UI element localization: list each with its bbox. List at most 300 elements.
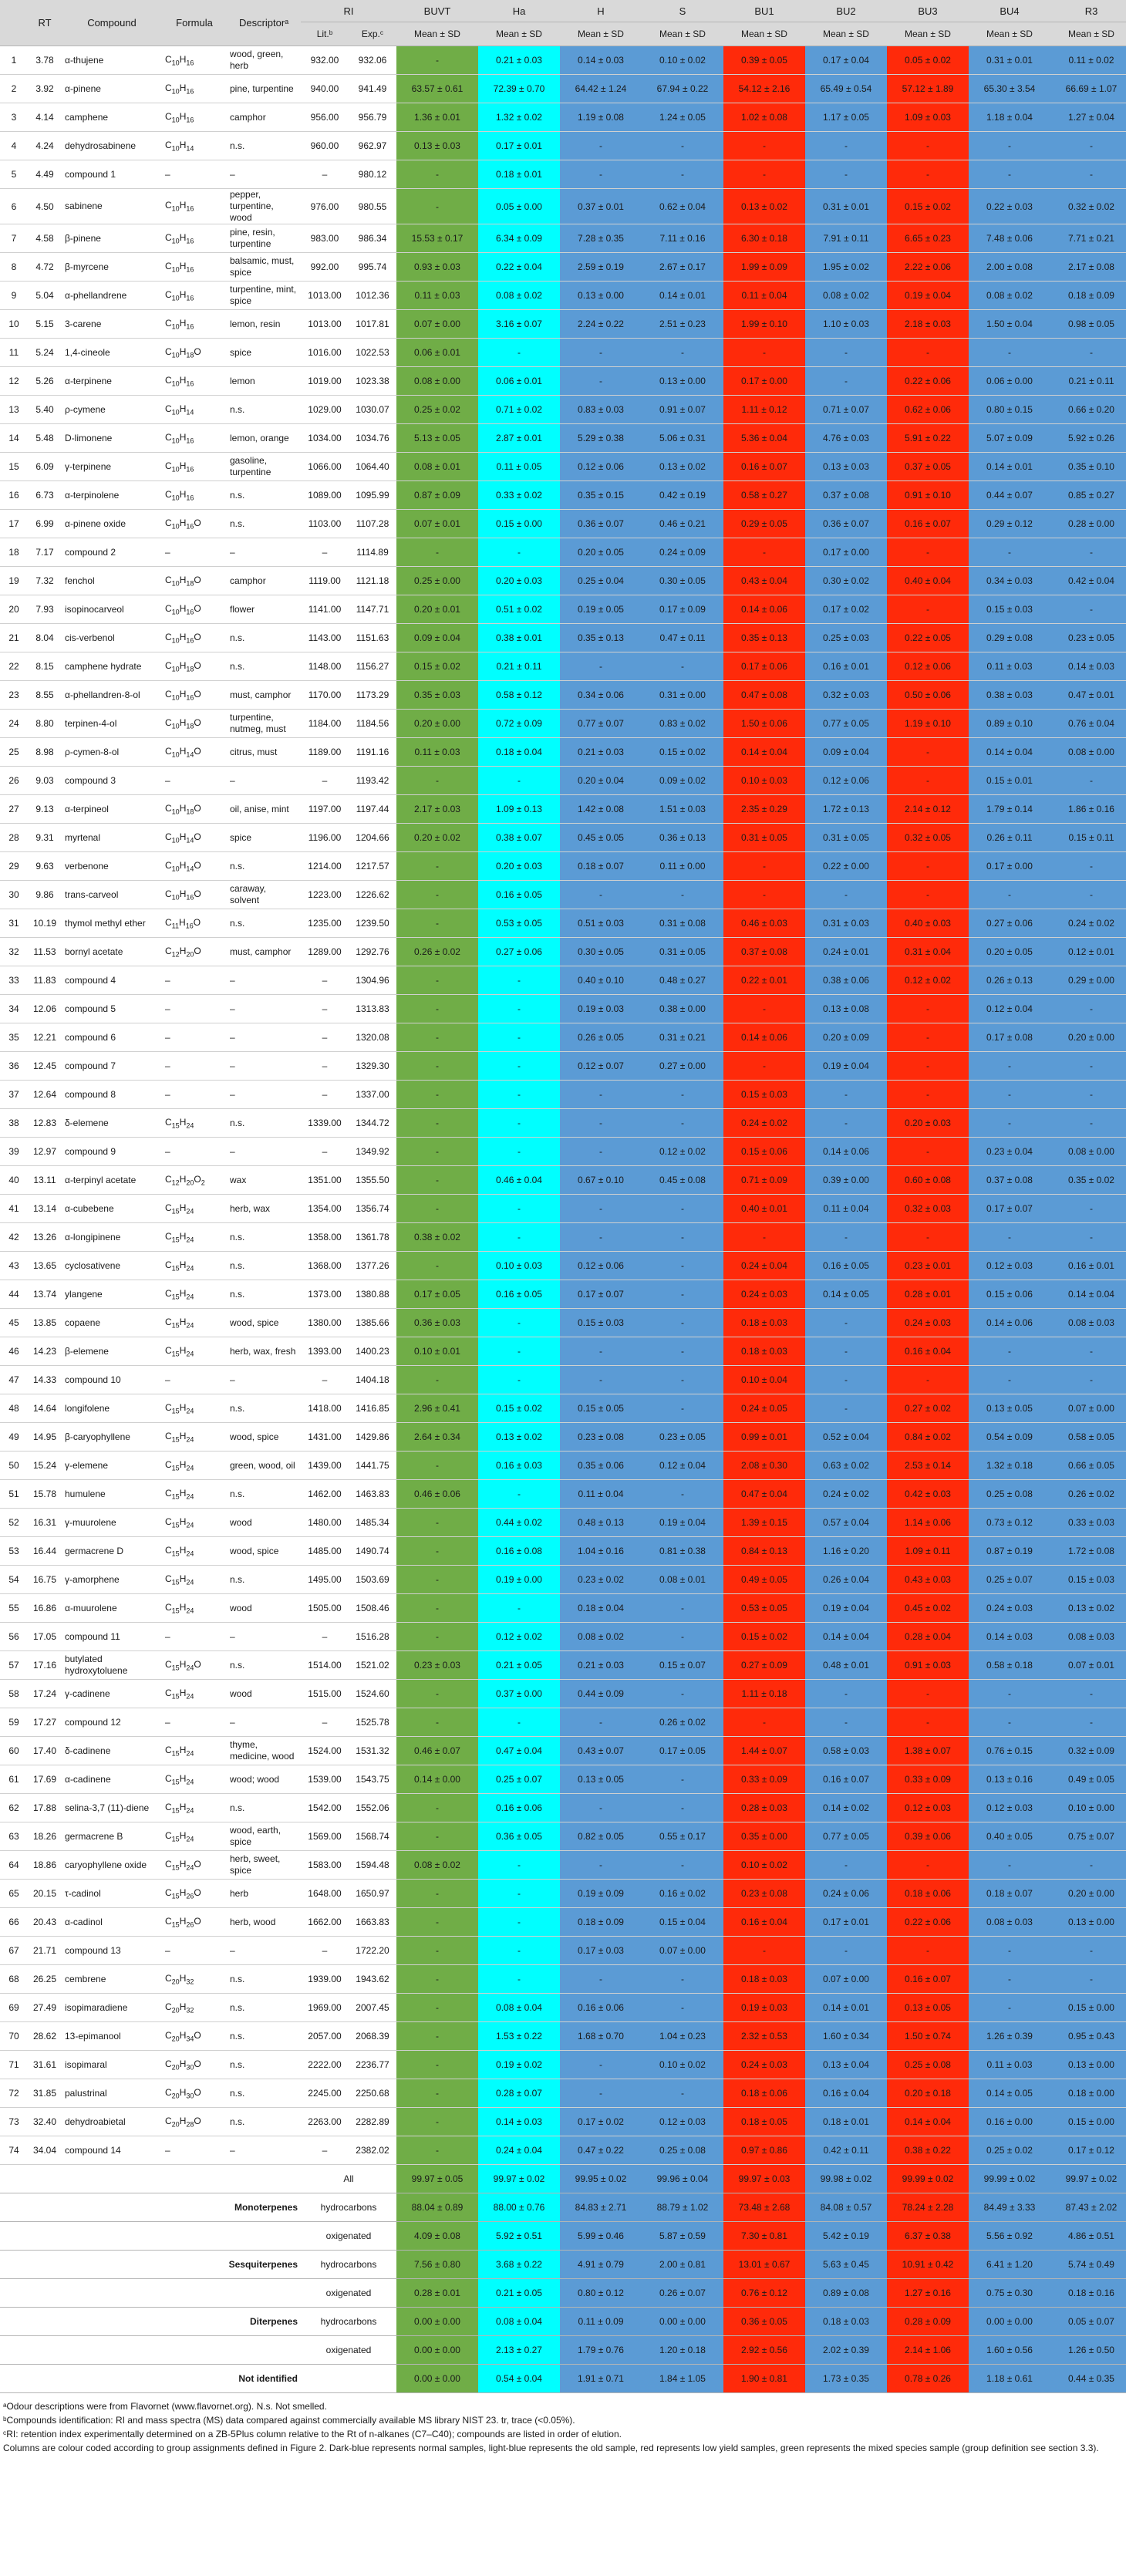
group-value-cell: 0.07 ± 0.00 (396, 310, 478, 339)
ri-literature: 1505.00 (301, 1594, 349, 1623)
group-value-cell: - (642, 1594, 723, 1623)
group-value-cell: 1.09 ± 0.11 (887, 1537, 969, 1566)
group-value-cell: 1.72 ± 0.08 (1050, 1537, 1126, 1566)
group-value-cell: - (642, 160, 723, 189)
group-value-cell: 0.05 ± 0.00 (478, 189, 560, 224)
group-value-cell: 0.10 ± 0.03 (723, 767, 805, 795)
footnote: ᵇCompounds identification: RI and mass spectra (MS) data compared against commercially available MS library NIST 23. tr, trace (<0.05%). (3, 2415, 575, 2426)
summary-value-cell: 1.27 ± 0.16 (887, 2279, 969, 2308)
summary-value-cell: 99.99 ± 0.02 (969, 2165, 1050, 2193)
group-value-cell: 0.07 ± 0.01 (396, 510, 478, 538)
group-value-cell: - (478, 1708, 560, 1737)
group-value-cell: 0.75 ± 0.07 (1050, 1822, 1126, 1851)
group-value-cell: 0.20 ± 0.01 (396, 595, 478, 624)
group-value-cell: 0.38 ± 0.06 (805, 966, 887, 995)
col-subheader-mean-sd: Mean ± SD (478, 22, 560, 46)
group-value-cell: 0.20 ± 0.03 (478, 567, 560, 595)
group-value-cell: - (805, 1708, 887, 1737)
compound-name: γ-elemene (62, 1452, 162, 1480)
row-number: 45 (0, 1309, 28, 1337)
group-value-cell: 0.25 ± 0.07 (969, 1566, 1050, 1594)
group-value-cell: 1.68 ± 0.70 (560, 2022, 642, 2051)
summary-value-cell: 0.00 ± 0.00 (396, 2365, 478, 2393)
ri-experimental: 1204.66 (349, 824, 396, 852)
compound-name: myrtenal (62, 824, 162, 852)
group-value-cell: 0.10 ± 0.02 (642, 2051, 723, 2079)
group-value-cell: 0.38 ± 0.00 (642, 995, 723, 1023)
group-value-cell: 0.14 ± 0.06 (969, 1309, 1050, 1337)
group-value-cell: 54.12 ± 2.16 (723, 75, 805, 103)
group-value-cell: 0.54 ± 0.09 (969, 1423, 1050, 1452)
summary-category (0, 2165, 301, 2193)
summary-value-cell: 99.98 ± 0.02 (805, 2165, 887, 2193)
ri-literature: 1514.00 (301, 1651, 349, 1680)
row-number: 6 (0, 189, 28, 224)
table-row (0, 224, 1126, 253)
summary-value-cell: 1.79 ± 0.76 (560, 2336, 642, 2365)
ri-experimental: 980.12 (349, 160, 396, 189)
group-value-cell: 0.16 ± 0.05 (805, 1252, 887, 1280)
retention-time: 26.25 (28, 1965, 62, 1994)
descriptor: turpentine, nutmeg, must (227, 710, 301, 738)
group-value-cell: 0.72 ± 0.09 (478, 710, 560, 738)
col-subheader-mean-sd: Mean ± SD (723, 22, 805, 46)
group-value-cell: 1.99 ± 0.09 (723, 253, 805, 282)
footnote: ᶜRI: retention index experimentally determined on a ZB-5Plus column relative to the Rt of n-alkanes (C7–C40); compounds are listed in order of elution. (3, 2429, 622, 2439)
ri-literature: 932.00 (301, 46, 349, 75)
retention-time: 3.78 (28, 46, 62, 75)
group-value-cell: 0.19 ± 0.04 (805, 1594, 887, 1623)
ri-literature: 2057.00 (301, 2022, 349, 2051)
ri-literature: 1223.00 (301, 881, 349, 909)
retention-time: 13.14 (28, 1195, 62, 1223)
row-number: 23 (0, 681, 28, 710)
group-value-cell: - (560, 1081, 642, 1109)
summary-row (0, 2251, 1126, 2279)
formula: $C_{15}H_{24}$ (162, 1765, 227, 1794)
group-value-cell: 0.09 ± 0.02 (642, 767, 723, 795)
formula: $C_{10}H_{16}O$ (162, 624, 227, 652)
group-value-cell: 0.23 ± 0.04 (969, 1138, 1050, 1166)
ri-literature: 1066.00 (301, 453, 349, 481)
formula: $C_{20}H_{32}$ (162, 1994, 227, 2022)
group-value-cell: - (805, 160, 887, 189)
table-row (0, 595, 1126, 624)
group-value-cell: 0.22 ± 0.06 (887, 1908, 969, 1937)
ri-literature: – (301, 1366, 349, 1394)
descriptor: citrus, must (227, 738, 301, 767)
formula: $C_{15}H_{24}$ (162, 1594, 227, 1623)
compound-name: ylangene (62, 1280, 162, 1309)
summary-label: All (301, 2165, 396, 2193)
summary-value-cell: 5.74 ± 0.49 (1050, 2251, 1126, 2279)
group-value-cell: 0.17 ± 0.05 (396, 1280, 478, 1309)
group-value-cell: - (1050, 1851, 1126, 1880)
col-header-group: BUVT (396, 0, 478, 22)
ri-experimental: 1543.75 (349, 1765, 396, 1794)
ri-experimental: 1552.06 (349, 1794, 396, 1822)
ri-literature: 992.00 (301, 253, 349, 282)
summary-body (0, 2165, 1126, 2393)
compound-name: compound 7 (62, 1052, 162, 1081)
group-value-cell: 1.11 ± 0.18 (723, 1680, 805, 1708)
group-value-cell: 0.18 ± 0.09 (560, 1908, 642, 1937)
group-value-cell: - (723, 1708, 805, 1737)
group-value-cell: 0.39 ± 0.05 (723, 46, 805, 75)
compound-name: copaene (62, 1309, 162, 1337)
table-row (0, 767, 1126, 795)
group-value-cell: 0.22 ± 0.04 (478, 253, 560, 282)
compound-name: palustrinal (62, 2079, 162, 2108)
descriptor: must, camphor (227, 681, 301, 710)
group-value-cell: 5.91 ± 0.22 (887, 424, 969, 453)
table-row (0, 1880, 1126, 1908)
group-value-cell: 0.14 ± 0.01 (642, 282, 723, 310)
row-number: 64 (0, 1851, 28, 1880)
footnote: ᵃOdour descriptions were from Flavornet (www.flavornet.org). N.s. Not smelled. (3, 2401, 327, 2412)
group-value-cell: 65.49 ± 0.54 (805, 75, 887, 103)
summary-value-cell: 2.13 ± 0.27 (478, 2336, 560, 2365)
table-row (0, 795, 1126, 824)
descriptor: lemon, resin (227, 310, 301, 339)
ri-experimental: 1193.42 (349, 767, 396, 795)
descriptor: wood (227, 1594, 301, 1623)
formula: $C_{15}H_{26}O$ (162, 1908, 227, 1937)
group-value-cell: 0.45 ± 0.05 (560, 824, 642, 852)
ri-experimental: 1022.53 (349, 339, 396, 367)
retention-time: 5.15 (28, 310, 62, 339)
descriptor: – (227, 1708, 301, 1737)
retention-time: 12.83 (28, 1109, 62, 1138)
group-value-cell: 0.83 ± 0.03 (560, 396, 642, 424)
group-value-cell: 1.95 ± 0.02 (805, 253, 887, 282)
group-value-cell: 0.20 ± 0.00 (396, 710, 478, 738)
group-value-cell: - (396, 1195, 478, 1223)
group-value-cell: 1.50 ± 0.06 (723, 710, 805, 738)
group-value-cell: 0.06 ± 0.01 (478, 367, 560, 396)
group-value-cell: 0.73 ± 0.12 (969, 1509, 1050, 1537)
ri-experimental: 1356.74 (349, 1195, 396, 1223)
group-value-cell: - (642, 1252, 723, 1280)
descriptor: wax (227, 1166, 301, 1195)
group-value-cell: 0.08 ± 0.00 (396, 367, 478, 396)
group-value-cell: 0.27 ± 0.00 (642, 1052, 723, 1081)
formula: $C_{15}H_{24}$ (162, 1566, 227, 1594)
group-value-cell: - (1050, 1680, 1126, 1708)
group-value-cell: 0.24 ± 0.02 (805, 1480, 887, 1509)
group-value-cell: 1.99 ± 0.10 (723, 310, 805, 339)
table-row (0, 1908, 1126, 1937)
ri-experimental: 1355.50 (349, 1166, 396, 1195)
group-value-cell: - (969, 339, 1050, 367)
ri-literature: 1289.00 (301, 938, 349, 966)
compound-name: dehydrosabinene (62, 132, 162, 160)
row-number: 66 (0, 1908, 28, 1937)
summary-row (0, 2336, 1126, 2365)
table-row (0, 1765, 1126, 1794)
row-number: 47 (0, 1366, 28, 1394)
retention-time: 10.19 (28, 909, 62, 938)
group-value-cell: 0.08 ± 0.03 (1050, 1309, 1126, 1337)
table-row (0, 339, 1126, 367)
group-value-cell: 0.17 ± 0.09 (642, 595, 723, 624)
col-subheader-mean-sd: Mean ± SD (887, 22, 969, 46)
retention-time: 16.75 (28, 1566, 62, 1594)
group-value-cell: 1.04 ± 0.16 (560, 1537, 642, 1566)
ri-experimental: 1121.18 (349, 567, 396, 595)
retention-time: 4.49 (28, 160, 62, 189)
row-number: 30 (0, 881, 28, 909)
group-value-cell: - (805, 1309, 887, 1337)
row-number: 69 (0, 1994, 28, 2022)
group-value-cell: 1.72 ± 0.13 (805, 795, 887, 824)
group-value-cell: 0.12 ± 0.04 (642, 1452, 723, 1480)
formula: $C_{15}H_{26}O$ (162, 1880, 227, 1908)
row-number: 68 (0, 1965, 28, 1994)
row-number: 58 (0, 1680, 28, 1708)
table-row (0, 2051, 1126, 2079)
col-subheader-mean-sd: Mean ± SD (396, 22, 478, 46)
group-value-cell: - (396, 2136, 478, 2165)
compound-name: D-limonene (62, 424, 162, 453)
row-number: 36 (0, 1052, 28, 1081)
table-row (0, 909, 1126, 938)
group-value-cell: 1.32 ± 0.18 (969, 1452, 1050, 1480)
group-value-cell: 0.11 ± 0.03 (396, 738, 478, 767)
ri-experimental: 1594.48 (349, 1851, 396, 1880)
ri-literature: 1013.00 (301, 282, 349, 310)
ri-experimental: 1344.72 (349, 1109, 396, 1138)
table-row (0, 652, 1126, 681)
group-value-cell: 0.14 ± 0.03 (1050, 652, 1126, 681)
summary-value-cell: 0.05 ± 0.07 (1050, 2308, 1126, 2336)
group-value-cell: 0.12 ± 0.03 (969, 1794, 1050, 1822)
ri-experimental: 2007.45 (349, 1994, 396, 2022)
formula: $C_{10}H_{16}$ (162, 75, 227, 103)
ri-literature: 1648.00 (301, 1880, 349, 1908)
group-value-cell: 0.35 ± 0.02 (1050, 1166, 1126, 1195)
group-value-cell: 0.30 ± 0.05 (642, 567, 723, 595)
group-value-cell: - (478, 1023, 560, 1052)
group-value-cell: 0.11 ± 0.03 (396, 282, 478, 310)
group-value-cell: 0.14 ± 0.06 (805, 1138, 887, 1166)
group-value-cell: 0.20 ± 0.00 (1050, 1880, 1126, 1908)
group-value-cell: 0.14 ± 0.04 (887, 2108, 969, 2136)
table-row (0, 2079, 1126, 2108)
ri-literature: – (301, 538, 349, 567)
descriptor: n.s. (227, 1109, 301, 1138)
group-value-cell: - (642, 1965, 723, 1994)
group-value-cell: 0.15 ± 0.01 (969, 767, 1050, 795)
ri-literature: 1089.00 (301, 481, 349, 510)
group-value-cell: 0.20 ± 0.03 (478, 852, 560, 881)
group-value-cell: 1.32 ± 0.02 (478, 103, 560, 132)
group-value-cell: 0.35 ± 0.00 (723, 1822, 805, 1851)
formula: $C_{15}H_{24}$ (162, 1480, 227, 1509)
formula: – (162, 1708, 227, 1737)
group-value-cell: - (642, 1309, 723, 1337)
row-number: 59 (0, 1708, 28, 1737)
group-value-cell: - (969, 1052, 1050, 1081)
group-value-cell: - (396, 1166, 478, 1195)
ri-literature: 1034.00 (301, 424, 349, 453)
retention-time: 9.86 (28, 881, 62, 909)
formula: $C_{15}H_{24}O$ (162, 1851, 227, 1880)
group-value-cell: - (642, 1366, 723, 1394)
group-value-cell: - (805, 132, 887, 160)
group-value-cell: 0.36 ± 0.13 (642, 824, 723, 852)
table-row (0, 1937, 1126, 1965)
ri-literature: 1462.00 (301, 1480, 349, 1509)
group-value-cell: 0.08 ± 0.03 (1050, 1623, 1126, 1651)
formula: $C_{10}H_{14}O$ (162, 852, 227, 881)
group-value-cell: - (969, 1223, 1050, 1252)
group-value-cell: 0.42 ± 0.04 (1050, 567, 1126, 595)
group-value-cell: - (478, 1880, 560, 1908)
ri-experimental: 1173.29 (349, 681, 396, 710)
compound-name: α-terpinene (62, 367, 162, 396)
group-value-cell: 0.29 ± 0.00 (1050, 966, 1126, 995)
row-number: 15 (0, 453, 28, 481)
ri-literature: – (301, 1052, 349, 1081)
summary-value-cell: 0.21 ± 0.05 (478, 2279, 560, 2308)
group-value-cell: 2.18 ± 0.03 (887, 310, 969, 339)
row-number: 33 (0, 966, 28, 995)
group-value-cell: 0.32 ± 0.03 (887, 1195, 969, 1223)
ri-experimental: 1030.07 (349, 396, 396, 424)
descriptor: pine, turpentine (227, 75, 301, 103)
group-value-cell: - (560, 367, 642, 396)
summary-value-cell: 0.44 ± 0.35 (1050, 2365, 1126, 2393)
ri-literature: – (301, 767, 349, 795)
row-number: 39 (0, 1138, 28, 1166)
descriptor: camphor (227, 567, 301, 595)
descriptor: herb, sweet, spice (227, 1851, 301, 1880)
group-value-cell: 2.08 ± 0.30 (723, 1452, 805, 1480)
group-value-cell: 0.08 ± 0.00 (1050, 1138, 1126, 1166)
summary-value-cell: 0.80 ± 0.12 (560, 2279, 642, 2308)
ri-experimental: 995.74 (349, 253, 396, 282)
group-value-cell: 0.13 ± 0.02 (1050, 1594, 1126, 1623)
retention-time: 13.85 (28, 1309, 62, 1337)
summary-label: oxigenated (301, 2222, 396, 2251)
group-value-cell: 0.51 ± 0.03 (560, 909, 642, 938)
group-value-cell: - (560, 652, 642, 681)
group-value-cell: 7.28 ± 0.35 (560, 224, 642, 253)
ri-literature: – (301, 995, 349, 1023)
summary-label: hydrocarbons (301, 2308, 396, 2336)
descriptor: gasoline, turpentine (227, 453, 301, 481)
ri-experimental: 1197.44 (349, 795, 396, 824)
descriptor: spice (227, 339, 301, 367)
compound-name: α-phellandrene (62, 282, 162, 310)
group-value-cell: - (642, 339, 723, 367)
group-value-cell: 0.46 ± 0.07 (396, 1737, 478, 1765)
formula: $C_{10}H_{14}$ (162, 396, 227, 424)
group-value-cell: 0.18 ± 0.09 (1050, 282, 1126, 310)
formula: $C_{15}H_{24}$ (162, 1337, 227, 1366)
group-value-cell: - (969, 881, 1050, 909)
group-value-cell: 0.46 ± 0.04 (478, 1166, 560, 1195)
ri-experimental: 1095.99 (349, 481, 396, 510)
group-value-cell: 0.32 ± 0.05 (887, 824, 969, 852)
row-number: 52 (0, 1509, 28, 1537)
retention-time: 14.23 (28, 1337, 62, 1366)
group-value-cell: - (723, 995, 805, 1023)
retention-time: 13.74 (28, 1280, 62, 1309)
group-value-cell: - (642, 1851, 723, 1880)
group-value-cell: 0.28 ± 0.00 (1050, 510, 1126, 538)
ri-literature: 960.00 (301, 132, 349, 160)
group-value-cell: - (887, 1223, 969, 1252)
ri-experimental: 1525.78 (349, 1708, 396, 1737)
group-value-cell: - (805, 1937, 887, 1965)
group-value-cell: 0.27 ± 0.02 (887, 1394, 969, 1423)
retention-time: 16.31 (28, 1509, 62, 1537)
ri-experimental: 1304.96 (349, 966, 396, 995)
group-value-cell: 0.28 ± 0.04 (887, 1623, 969, 1651)
ri-experimental: 1191.16 (349, 738, 396, 767)
col-header-ri-exp: Exp.ᶜ (349, 22, 396, 46)
table-row (0, 1109, 1126, 1138)
group-value-cell: 0.58 ± 0.03 (805, 1737, 887, 1765)
retention-time: 31.85 (28, 2079, 62, 2108)
group-value-cell: 15.53 ± 0.17 (396, 224, 478, 253)
table-row (0, 1337, 1126, 1366)
retention-time: 8.15 (28, 652, 62, 681)
group-value-cell: 0.17 ± 0.08 (969, 1023, 1050, 1052)
group-value-cell: 0.12 ± 0.01 (1050, 938, 1126, 966)
group-value-cell: 0.25 ± 0.04 (560, 567, 642, 595)
compound-name: γ-cadinene (62, 1680, 162, 1708)
retention-time: 16.86 (28, 1594, 62, 1623)
group-value-cell: 0.21 ± 0.03 (478, 46, 560, 75)
group-value-cell: 0.13 ± 0.08 (805, 995, 887, 1023)
ri-experimental: 1217.57 (349, 852, 396, 881)
group-value-cell: 0.35 ± 0.10 (1050, 453, 1126, 481)
ri-literature: 1485.00 (301, 1537, 349, 1566)
row-number: 7 (0, 224, 28, 253)
group-value-cell: 1.50 ± 0.04 (969, 310, 1050, 339)
group-value-cell: 0.39 ± 0.06 (887, 1822, 969, 1851)
group-value-cell: 0.40 ± 0.05 (969, 1822, 1050, 1851)
row-number: 42 (0, 1223, 28, 1252)
group-value-cell: 0.11 ± 0.05 (478, 453, 560, 481)
group-value-cell: 0.16 ± 0.05 (478, 881, 560, 909)
group-value-cell: 0.12 ± 0.06 (887, 652, 969, 681)
col-subheader-mean-sd: Mean ± SD (642, 22, 723, 46)
group-value-cell: 1.39 ± 0.15 (723, 1509, 805, 1537)
summary-value-cell: 5.92 ± 0.51 (478, 2222, 560, 2251)
retention-time: 7.32 (28, 567, 62, 595)
ri-experimental: 1337.00 (349, 1081, 396, 1109)
compound-name: α-terpinolene (62, 481, 162, 510)
compound-name: γ-muurolene (62, 1509, 162, 1537)
group-value-cell: 0.08 ± 0.01 (396, 453, 478, 481)
group-value-cell: - (887, 852, 969, 881)
col-header-no (0, 0, 28, 46)
formula: $C_{15}H_{24}$ (162, 1794, 227, 1822)
group-value-cell: 0.25 ± 0.08 (887, 2051, 969, 2079)
group-value-cell: 2.87 ± 0.01 (478, 424, 560, 453)
group-value-cell: 0.21 ± 0.05 (478, 1651, 560, 1680)
summary-value-cell: 99.96 ± 0.04 (642, 2165, 723, 2193)
group-value-cell: 0.37 ± 0.01 (560, 189, 642, 224)
group-value-cell: 0.32 ± 0.02 (1050, 189, 1126, 224)
group-value-cell: - (887, 1023, 969, 1052)
group-value-cell: - (396, 1937, 478, 1965)
group-value-cell: - (1050, 1337, 1126, 1366)
